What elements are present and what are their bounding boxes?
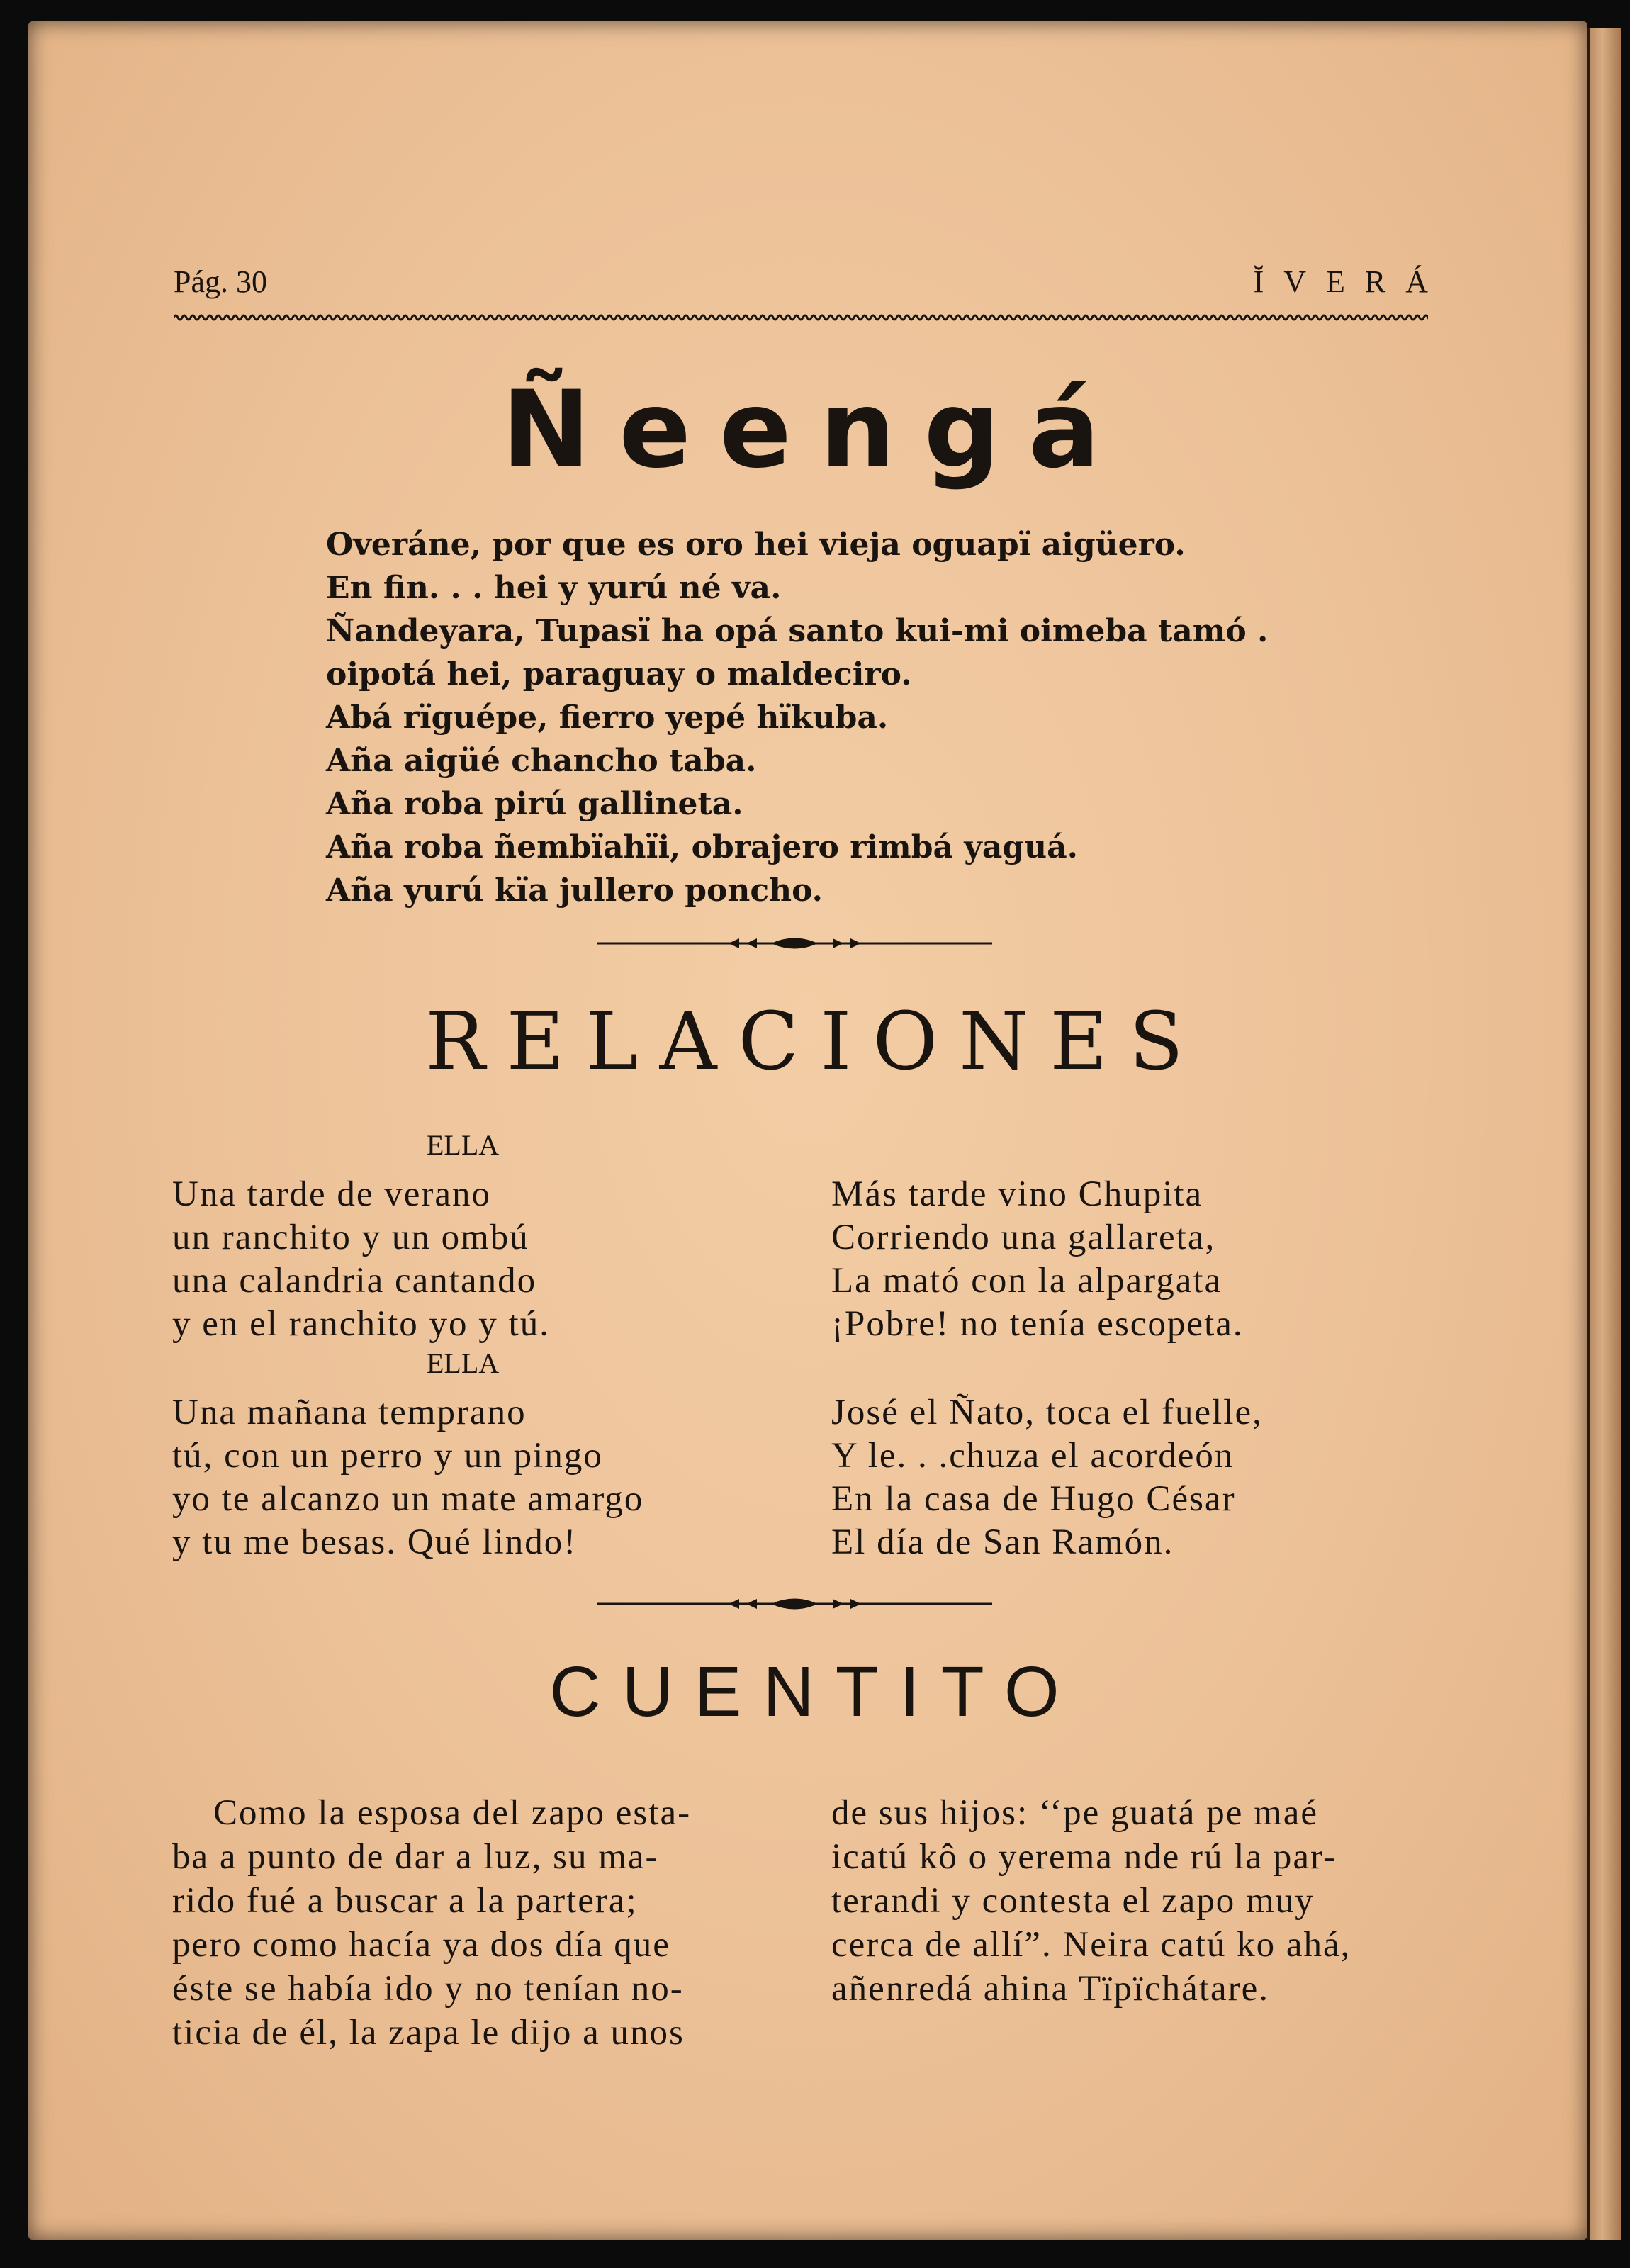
cuentito-title: CUENTITO	[549, 1652, 1081, 1731]
verse-line: Corriendo una gallareta,	[831, 1218, 1216, 1257]
verse-line: Una tarde de verano	[172, 1174, 492, 1214]
verse-line: Más tarde vino Chupita	[831, 1174, 1203, 1214]
page-header	[174, 264, 1448, 306]
story-column-left	[172, 1791, 691, 2055]
verse-line: Y le. . .chuza el acordeón	[831, 1436, 1235, 1476]
verse-line: Aña aigüé chancho taba.	[326, 743, 757, 779]
verse-line: oipotá hei, paraguay o maldeciro.	[326, 656, 912, 692]
stanza-4	[831, 1391, 1263, 1564]
story-line: ba a punto de dar a luz, su ma-	[172, 1837, 659, 1877]
verse-line: ¡Pobre! no tenía escopeta.	[831, 1304, 1244, 1344]
stanza-2	[172, 1391, 643, 1564]
story-line: pero como hacía ya dos día que	[172, 1925, 670, 1965]
book-spine-edge	[1587, 28, 1621, 2240]
stanza-3	[831, 1173, 1244, 1346]
speaker-label: ELLA	[427, 1129, 500, 1161]
verse-line: Ñandeyara, Tupasï ha opá santo kui-mi oimeba tamó .	[326, 613, 1269, 649]
speaker-label: ELLA	[427, 1347, 500, 1379]
page-number: Pág. 30	[174, 264, 267, 299]
story-line: éste se había ido y no tenían no-	[172, 1969, 684, 2009]
verse-line: En la casa de Hugo César	[831, 1479, 1236, 1519]
story-line: terandi y contesta el zapo muy	[831, 1881, 1315, 1921]
verse-line: La mató con la alpargata	[831, 1261, 1222, 1301]
verse-line: Aña roba ñembïahïi, obrajero rimbá yaguá.	[326, 829, 1078, 865]
verse-line: En fin. . . hei y yurú né va.	[326, 570, 782, 606]
story-line: ticia de él, la zapa le dijo a unos	[172, 2013, 685, 2053]
verse-line: yo te alcanzo un mate amargo	[172, 1479, 644, 1519]
stanza-1	[172, 1173, 550, 1346]
story-line: de sus hijos: ‘‘pe guatá pe maé	[831, 1793, 1319, 1833]
verse-line: tú, con un perro y un pingo	[172, 1436, 603, 1476]
running-title: ĬVERÁ	[1253, 264, 1448, 299]
verse-line: Una mañana temprano	[172, 1393, 527, 1432]
story-line: añenredá ahina Tïpïchátare.	[831, 1969, 1269, 2009]
verse-line: Aña yurú kïa jullero poncho.	[326, 872, 823, 909]
neenga-verse	[326, 523, 1268, 912]
verse-line: Abá rïguépe, fierro yepé hïkuba.	[326, 700, 889, 736]
verse-line: una calandria cantando	[172, 1261, 537, 1301]
story-line: Como la esposa del zapo esta-	[213, 1793, 692, 1833]
story-line: cerca de allí”. Neira catú ko ahá,	[831, 1925, 1351, 1965]
story-line: icatú kô o yerema nde rú la par-	[831, 1837, 1337, 1877]
verse-line: Overáne, por que es oro hei vieja oguapï aigüero.	[326, 527, 1186, 563]
neenga-title: Ñeengá	[501, 369, 1129, 492]
ornament-divider	[597, 1593, 992, 1615]
verse-line: un ranchito y un ombú	[172, 1218, 529, 1257]
story-line: rido fué a buscar a la partera;	[172, 1881, 638, 1921]
story-column-right	[831, 1791, 1351, 2011]
verse-line: El día de San Ramón.	[831, 1522, 1174, 1562]
ornament-divider	[597, 933, 992, 954]
verse-line: y en el ranchito yo y tú.	[172, 1304, 550, 1344]
verse-line: Aña roba pirú gallineta.	[326, 786, 743, 822]
verse-line: José el Ñato, toca el fuelle,	[831, 1393, 1263, 1432]
header-wavy-rule	[174, 312, 1428, 323]
relaciones-title: RELACIONES	[425, 996, 1205, 1088]
verse-line: y tu me besas. Qué lindo!	[172, 1522, 578, 1562]
